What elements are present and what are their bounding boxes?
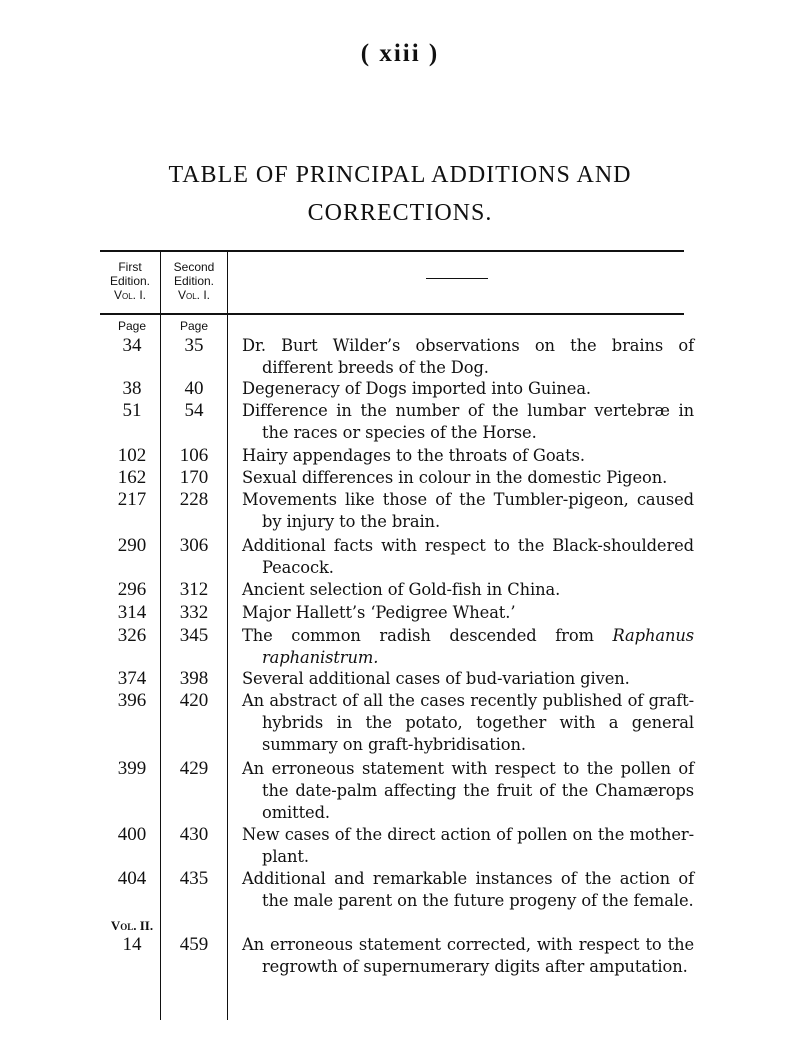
table-row [104,868,694,911]
second-edition-page: 430 [179,824,209,845]
entry-description: Hairy appendages to the throats of Goats. [242,446,585,465]
first-edition-page: 326 [117,625,147,646]
first-edition-page: 314 [117,602,147,623]
second-edition-page: 54 [184,400,204,421]
entry-description: An erroneous statement with respect to the pollen of the date-palm affecting the fruit of the Chamærops omitted. [242,759,694,823]
first-edition-page: 296 [117,579,147,600]
entry-description: An erroneous statement corrected, with respect to the regrowth of supernumerary digits after amputation. [242,935,694,977]
first-edition-page: 51 [122,400,142,421]
first-edition-page: 374 [117,668,147,689]
entry-description: Movements like those of the Tumbler-pigeon, caused by injury to the brain. [242,490,694,532]
second-edition-page: 435 [179,868,209,889]
first-edition-page: 34 [122,335,142,356]
second-edition-page: 40 [184,378,204,399]
header-dash [426,278,488,279]
table-row [104,579,694,601]
table-row [104,335,694,378]
table-row [104,690,694,755]
top-rule [100,250,684,252]
second-edition-page: 398 [179,668,209,689]
second-edition-page: 429 [179,758,209,779]
entry-description: Additional facts with respect to the Black-shouldered Peacock. [242,536,694,578]
second-edition-page: 420 [179,690,209,711]
entry-description: Major Hallett’s ‘Pedigree Wheat.’ [242,603,516,622]
page-number: ( xiii ) [360,40,440,67]
entry-description: Sexual differences in colour in the domestic Pigeon. [242,468,668,487]
second-edition-page: 332 [179,602,209,623]
entry-description: Dr. Burt Wilder’s observations on the brains of different breeds of the Dog. [242,336,694,378]
second-edition-page: 306 [179,535,209,556]
first-edition-page: 102 [117,445,147,466]
second-edition-header: Second Edition. Vol. I. [173,260,215,302]
entry-description: Additional and remarkable instances of the action of the male parent on the future progeny of the female. [242,869,694,911]
entry-description: An abstract of all the cases recently published of graft-hybrids in the potato, together with a general summary on graft-hybridisation. [242,691,694,755]
page-label-first: Page [117,319,147,333]
second-edition-page: 345 [179,625,209,646]
entry-description: New cases of the direct action of pollen on the mother-plant. [242,825,694,867]
title-line-2: CORRECTIONS. [307,200,493,226]
table-row [104,602,694,624]
second-edition-page: 170 [179,467,209,488]
first-edition-page: 217 [117,489,147,510]
entry-description: The common radish descended from Raphanus raphanistrum. [242,626,694,668]
table-row [104,934,694,977]
table-row [104,625,694,668]
species-name: Raphanus raphanistrum. [262,626,694,668]
entry-description: Difference in the number of the lumbar vertebræ in the races or species of the Horse. [242,401,694,443]
table-row [104,445,694,467]
table-row [104,535,694,578]
entry-description: Ancient selection of Gold-fish in China. [242,580,561,599]
table-row [104,400,694,443]
first-edition-header: First Edition. Vol. I. [109,260,151,302]
first-edition-page: 14 [122,934,142,955]
second-edition-page: 312 [179,579,209,600]
second-edition-page: 228 [179,489,209,510]
entry-description: Degeneracy of Dogs imported into Guinea. [242,379,592,398]
table-row [104,824,694,867]
page-title [100,156,700,232]
first-edition-page: 399 [117,758,147,779]
first-edition-page: 400 [117,824,147,845]
first-edition-page: 396 [117,690,147,711]
first-edition-page: 290 [117,535,147,556]
table-row [104,378,694,400]
first-edition-page: 38 [122,378,142,399]
first-edition-page: 404 [117,868,147,889]
second-edition-page: 106 [179,445,209,466]
title-line-1: TABLE OF PRINCIPAL ADDITIONS AND [168,162,632,188]
table-row [104,467,694,489]
table-row [104,668,694,690]
table-row [104,758,694,823]
table-row [104,489,694,532]
first-edition-page: 162 [117,467,147,488]
entry-description: Several additional cases of bud-variation given. [242,669,630,688]
volume-two-label: Vol. II. [110,918,154,933]
second-edition-page: 459 [179,934,209,955]
page-label-second: Page [179,319,209,333]
second-edition-page: 35 [184,335,204,356]
header-bottom-rule [100,313,684,315]
